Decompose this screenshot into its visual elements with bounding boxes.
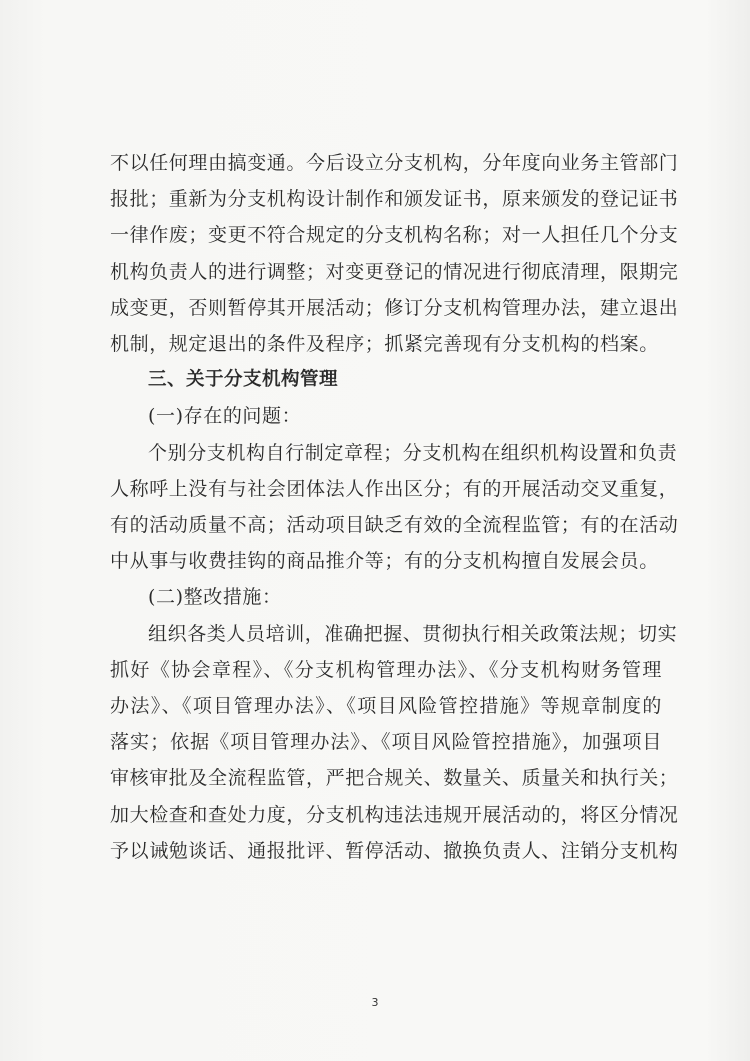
page-number: 3: [371, 996, 379, 1009]
text-line: 机构负责人的进行调整；对变更登记的情况进行彻底清理，限期完: [110, 260, 679, 283]
paragraph-2: [110, 435, 679, 580]
subheading-problems: (一)存在的问题：: [148, 405, 302, 428]
text-line: 报批；重新为分支机构设计制作和颁发证书，原来颁发的登记证书: [110, 188, 679, 211]
text-line: 组织各类人员培训，准确把握、贯彻执行相关政策法规；切实: [148, 622, 678, 645]
text-line: 办法》、《项目管理办法》、《项目风险管控措施》等规章制度的: [110, 695, 662, 718]
text-line: 有的活动质量不高；活动项目缺乏有效的全流程监管；有的在活动: [110, 514, 679, 537]
paragraph-3: [110, 616, 679, 869]
subheading-measures: (二)整改措施：: [148, 586, 282, 609]
text-line: 审核审批及全流程监管，严把合规关、数量关、质量关和执行关；: [110, 767, 679, 790]
text-line: 一律作废；变更不符合规定的分支机构名称；对一人担任几个分支: [110, 224, 679, 247]
text-line: 加大检查和查处力度，分支机构违法违规开展活动的，将区分情况: [110, 803, 679, 826]
text-line: 机制，规定退出的条件及程序；抓紧完善现有分支机构的档案。: [110, 333, 659, 356]
section-heading: 三、关于分支机构管理: [148, 369, 339, 391]
text-line: 予以诫勉谈话、通报批评、暂停活动、撤换负责人、注销分支机构: [110, 839, 679, 862]
text-line: 不以任何理由搞变通。今后设立分支机构，分年度向业务主管部门: [110, 152, 679, 174]
text-line: 抓好《协会章程》、《分支机构管理办法》、《分支机构财务管理: [110, 658, 662, 681]
text-line: 人称呼上没有与社会团体法人作出区分；有的开展活动交叉重复，: [110, 477, 679, 500]
paragraph-1: [110, 145, 679, 362]
text-line: 落实；依据《项目管理办法》、《项目风险管控措施》，加强项目: [110, 731, 662, 754]
text-line: 个别分支机构自行制定章程；分支机构在组织机构设置和负责: [148, 441, 678, 464]
text-line: 成变更，否则暂停其开展活动；修订分支机构管理办法，建立退出: [110, 296, 679, 319]
text-line: 中从事与收费挂钩的商品推介等；有的分支机构擅自发展会员。: [110, 550, 659, 573]
document-body: [110, 145, 679, 869]
